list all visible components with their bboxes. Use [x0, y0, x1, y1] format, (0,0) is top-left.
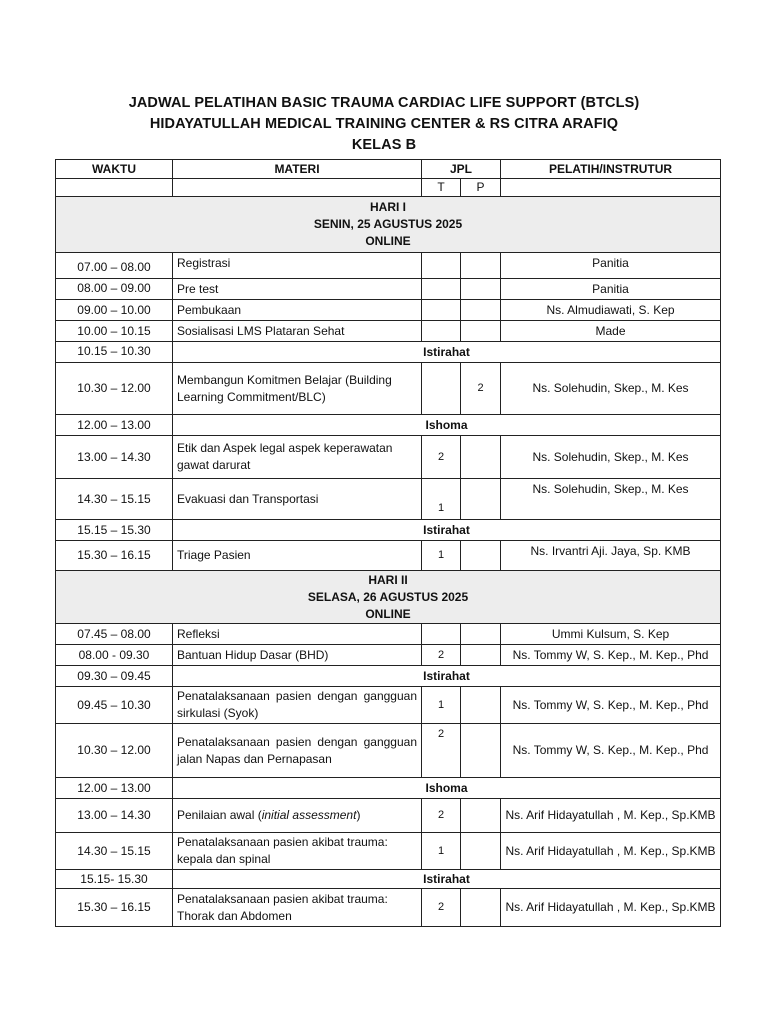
materi-text-italic: initial assessment	[261, 808, 357, 822]
day-date: SELASA, 26 AGUSTUS 2025	[307, 589, 469, 604]
time-cell: 12.00 – 13.00	[56, 415, 173, 436]
pelatih-cell: Ns. Arif Hidayatullah , M. Kep., Sp.KMB	[501, 889, 721, 927]
materi-cell: Triage Pasien	[173, 541, 422, 571]
pelatih-cell: Ns. Tommy W, S. Kep., M. Kep., Phd	[501, 645, 721, 666]
time-cell: 15.15- 15.30	[56, 870, 173, 889]
pelatih-cell: Ns. Solehudin, Skep., M. Kes	[501, 479, 721, 520]
jpl-t-cell: 2	[422, 645, 461, 666]
materi-text: )	[356, 808, 361, 822]
table-row	[56, 541, 721, 571]
jpl-p-cell	[461, 687, 501, 724]
materi-cell: Etik dan Aspek legal aspek keperawatan gawat darurat	[173, 436, 422, 479]
title-line-2: HIDAYATULLAH MEDICAL TRAINING CENTER & RS CITRA ARAFIQ	[149, 116, 619, 132]
table-row	[56, 479, 721, 520]
jpl-t-cell: 2	[422, 724, 461, 778]
pelatih-cell: Ns. Irvantri Aji. Jaya, Sp. KMB	[501, 541, 721, 571]
header-pelatih: PELATIH/INSTRUTUR	[501, 160, 721, 179]
jpl-t-cell: 2	[422, 436, 461, 479]
schedule-table	[55, 159, 721, 927]
materi-cell: Penatalaksanaan pasien akibat trauma: Thorak dan Abdomen	[173, 889, 422, 927]
jpl-p-cell	[461, 724, 501, 778]
day-label: HARI II	[368, 572, 408, 587]
jpl-t-cell: 1	[422, 541, 461, 571]
pelatih-cell: Ns. Arif Hidayatullah , M. Kep., Sp.KMB	[501, 833, 721, 870]
day-header-row	[56, 197, 721, 253]
subheader-blank	[56, 179, 173, 197]
title-line-1: JADWAL PELATIHAN BASIC TRAUMA CARDIAC LIFE SUPPORT (BTCLS)	[128, 95, 640, 111]
break-row	[56, 342, 721, 363]
materi-cell: Penatalaksanaan pasien dengan gangguan jalan Napas dan Pernapasan	[173, 724, 422, 778]
day-mode: ONLINE	[365, 234, 411, 248]
time-cell: 10.15 – 10.30	[56, 342, 173, 363]
time-cell: 13.00 – 14.30	[56, 436, 173, 479]
break-row	[56, 870, 721, 889]
materi-cell: Evakuasi dan Transportasi	[173, 479, 422, 520]
pelatih-cell: Ns. Solehudin, Skep., M. Kes	[501, 363, 721, 415]
day-2-header	[56, 571, 721, 624]
pelatih-cell: Ns. Tommy W, S. Kep., M. Kep., Phd	[501, 687, 721, 724]
materi-cell	[173, 799, 422, 833]
table-row	[56, 687, 721, 724]
table-row	[56, 833, 721, 870]
jpl-t-cell: 1	[422, 687, 461, 724]
time-cell: 09.00 – 10.00	[56, 300, 173, 321]
time-cell: 15.30 – 16.15	[56, 889, 173, 927]
time-cell: 14.30 – 15.15	[56, 833, 173, 870]
materi-text: Penilaian awal (	[177, 808, 262, 822]
header-t: T	[422, 179, 461, 197]
jpl-p-cell	[461, 799, 501, 833]
table-row	[56, 253, 721, 279]
day-header-row	[56, 571, 721, 624]
jpl-p-cell	[461, 436, 501, 479]
jpl-t-cell	[422, 624, 461, 645]
materi-cell: Membangun Komitmen Belajar (Building Learning Commitment/BLC)	[173, 363, 422, 415]
jpl-t-cell: 2	[422, 799, 461, 833]
jpl-p-cell	[461, 279, 501, 300]
jpl-t-cell: 1	[422, 833, 461, 870]
day-date: SENIN, 25 AGUSTUS 2025	[313, 217, 463, 231]
jpl-p-cell	[461, 300, 501, 321]
jpl-p-cell	[461, 541, 501, 571]
pelatih-cell: Ns. Almudiawati, S. Kep	[501, 300, 721, 321]
header-materi: MATERI	[173, 160, 422, 179]
table-row	[56, 279, 721, 300]
subheader-blank	[173, 179, 422, 197]
materi-cell: Sosialisasi LMS Plataran Sehat	[173, 321, 422, 342]
time-cell: 14.30 – 15.15	[56, 479, 173, 520]
table-row	[56, 300, 721, 321]
break-label: Istirahat	[173, 870, 721, 889]
subheader-row	[56, 179, 721, 197]
day-mode: ONLINE	[365, 606, 411, 621]
title-line-3: KELAS B	[351, 137, 417, 153]
pelatih-cell: Panitia	[501, 279, 721, 300]
break-row	[56, 666, 721, 687]
header-jpl: JPL	[422, 160, 501, 179]
materi-cell: Pembukaan	[173, 300, 422, 321]
table-row	[56, 724, 721, 778]
table-row	[56, 799, 721, 833]
materi-cell: Registrasi	[173, 253, 422, 279]
time-cell: 09.30 – 09.45	[56, 666, 173, 687]
table-row	[56, 624, 721, 645]
document-title	[0, 93, 768, 156]
break-label: Istirahat	[173, 342, 721, 363]
time-cell: 12.00 – 13.00	[56, 778, 173, 799]
time-cell: 15.15 – 15.30	[56, 520, 173, 541]
jpl-t-cell: 1	[422, 479, 461, 520]
header-row	[56, 160, 721, 179]
table-row	[56, 436, 721, 479]
time-cell: 08.00 - 09.30	[56, 645, 173, 666]
time-cell: 15.30 – 16.15	[56, 541, 173, 571]
materi-cell: Refleksi	[173, 624, 422, 645]
jpl-p-cell	[461, 889, 501, 927]
time-cell: 09.45 – 10.30	[56, 687, 173, 724]
jpl-t-cell	[422, 321, 461, 342]
pelatih-cell: Ns. Solehudin, Skep., M. Kes	[501, 436, 721, 479]
pelatih-cell: Panitia	[501, 253, 721, 279]
pelatih-cell: Ummi Kulsum, S. Kep	[501, 624, 721, 645]
time-cell: 07.45 – 08.00	[56, 624, 173, 645]
header-p: P	[461, 179, 501, 197]
day-1-header	[56, 197, 721, 253]
pelatih-cell: Made	[501, 321, 721, 342]
jpl-t-cell	[422, 363, 461, 415]
table-row	[56, 645, 721, 666]
table-row	[56, 363, 721, 415]
materi-cell: Pre test	[173, 279, 422, 300]
break-label: Ishoma	[173, 415, 721, 436]
break-row	[56, 415, 721, 436]
jpl-t-cell	[422, 300, 461, 321]
jpl-p-cell	[461, 479, 501, 520]
jpl-p-cell	[461, 321, 501, 342]
table-row	[56, 321, 721, 342]
jpl-t-cell: 2	[422, 889, 461, 927]
time-cell: 07.00 – 08.00	[56, 253, 173, 279]
jpl-p-cell: 2	[461, 363, 501, 415]
break-label: Istirahat	[173, 666, 721, 687]
jpl-p-cell	[461, 624, 501, 645]
materi-cell: Penatalaksanaan pasien akibat trauma: kepala dan spinal	[173, 833, 422, 870]
table-row	[56, 889, 721, 927]
break-label: Ishoma	[173, 778, 721, 799]
time-cell: 10.30 – 12.00	[56, 724, 173, 778]
materi-cell: Bantuan Hidup Dasar (BHD)	[173, 645, 422, 666]
header-waktu: WAKTU	[56, 160, 173, 179]
time-cell: 08.00 – 09.00	[56, 279, 173, 300]
time-cell: 10.00 – 10.15	[56, 321, 173, 342]
break-label: Istirahat	[173, 520, 721, 541]
jpl-p-cell	[461, 833, 501, 870]
jpl-t-cell	[422, 253, 461, 279]
materi-cell: Penatalaksanaan pasien dengan gangguan sirkulasi (Syok)	[173, 687, 422, 724]
day-label: HARI I	[370, 200, 406, 214]
break-row	[56, 520, 721, 541]
time-cell: 13.00 – 14.30	[56, 799, 173, 833]
subheader-blank	[501, 179, 721, 197]
jpl-p-cell	[461, 645, 501, 666]
jpl-p-cell	[461, 253, 501, 279]
jpl-t-cell	[422, 279, 461, 300]
pelatih-cell: Ns. Tommy W, S. Kep., M. Kep., Phd	[501, 724, 721, 778]
pelatih-cell: Ns. Arif Hidayatullah , M. Kep., Sp.KMB	[501, 799, 721, 833]
time-cell: 10.30 – 12.00	[56, 363, 173, 415]
break-row	[56, 778, 721, 799]
